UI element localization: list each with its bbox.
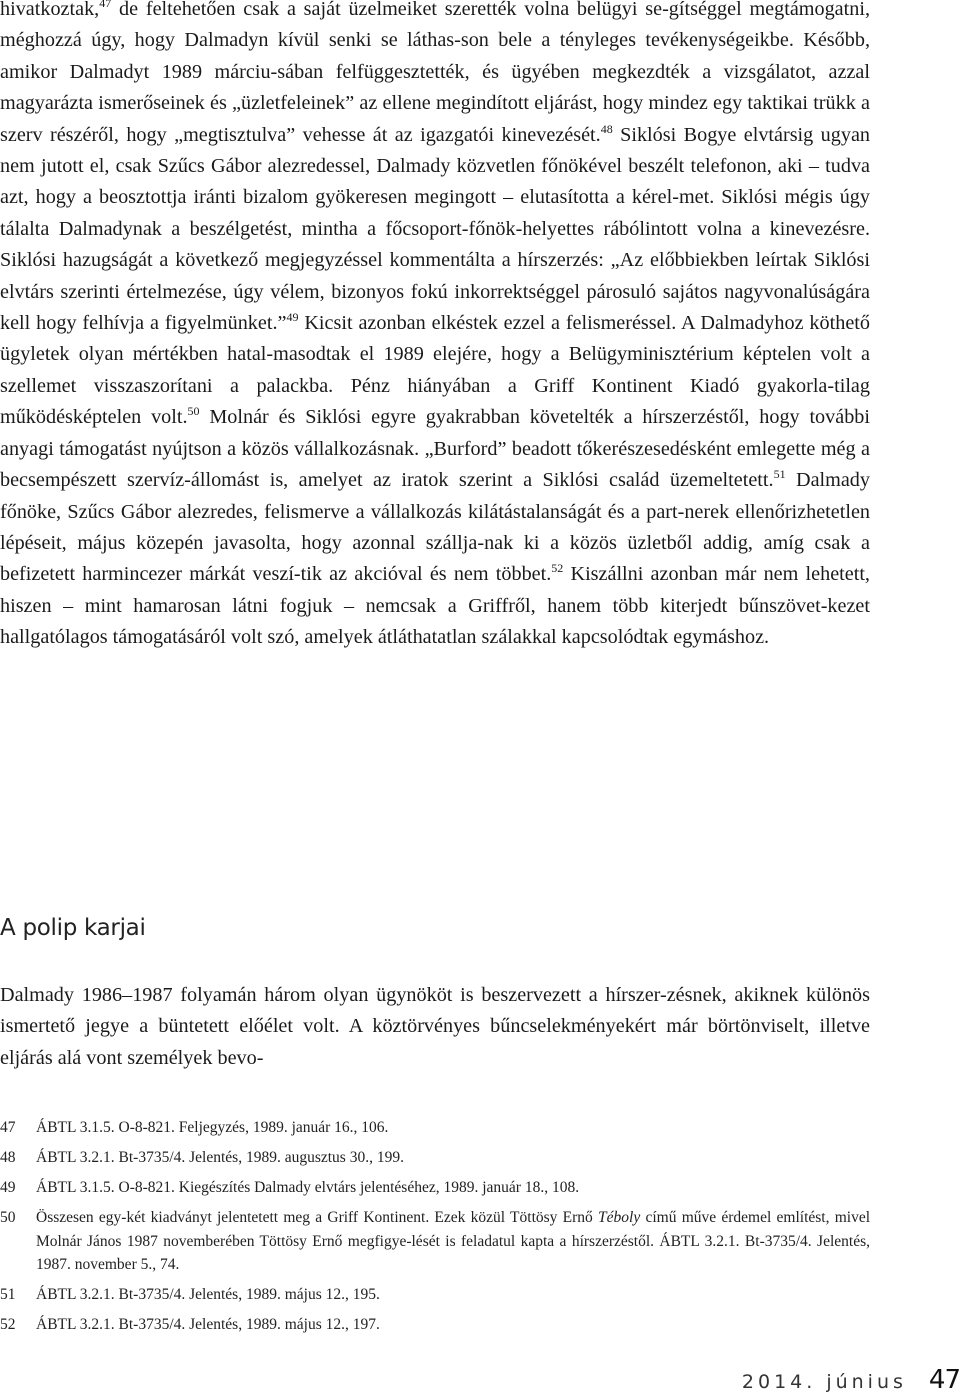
page-footer <box>742 1365 960 1395</box>
footnote-51 <box>0 1283 870 1307</box>
text-span: Molnár és Siklósi egyre gyakrabban követelték a hírszerzéstől, hogy további anyagi támogatást nyújtson a közös vállalkozásnak. „Burford” beadott tőkerészesedésként emlegette még a becsempészett szervíz-állomást is, amelyet az iratok szerint a Siklósi család üzemeltetett. <box>0 406 870 492</box>
footnote-text: ÁBTL 3.1.5. O-8-821. Kiegészítés Dalmady elvtárs jelentéséhez, 1989. január 18., 108. <box>36 1179 580 1196</box>
section-body-text <box>0 980 870 1074</box>
footnote-ref-50[interactable]: 50 <box>187 404 200 419</box>
footnote-49 <box>0 1176 870 1200</box>
footnote-number: 47 <box>0 1119 16 1136</box>
footnote-ref-48[interactable]: 48 <box>600 121 613 136</box>
footnote-52 <box>0 1313 870 1337</box>
footnote-number: 50 <box>0 1209 16 1226</box>
main-body-text <box>0 0 870 654</box>
text-span: Kiszállni azonban már nem lehetett, hiszen – mint hamarosan látni fogjuk – nemcsak a Griffről, hanem több kiterjedt bűnszövet-kezet hallgatólagos támogatásáról volt szó, amelyek átláthatatlan szálakkal kapcsolódtak egymáshoz. <box>0 563 870 649</box>
text-span: Dalmady főnöke, Szűcs Gábor alezredes, felismerve a vállalkozás kilátástalanságát és a part-nerek ellenőrizhetetlen lépéseit, május közepén javasolta, hogy azonnal szállja-nak ki a közös üzletből addig, amíg csak a befizetett harmincezer márkát veszí-tik az akcióval és nem többet. <box>0 469 870 586</box>
footnote-number: 51 <box>0 1286 16 1303</box>
page-number: 47 <box>928 1365 960 1395</box>
section-paragraph: Dalmady 1986–1987 folyamán három olyan ügynököt is beszervezett a hírszer-zésnek, akiknek különös ismertető jegye a büntetett előélet volt. A köztörvényes bűncselekményekért már börtönviselt, illetve eljárás alá vont személyek bevo- <box>0 984 870 1069</box>
footnote-number: 49 <box>0 1179 16 1196</box>
footnote-47 <box>0 1116 870 1140</box>
footnote-48 <box>0 1146 870 1170</box>
text-span: de feltehetően csak a saját üzelmeiket szerették volna belügyi se-gítséggel megtámogatni, méghozzá úgy, hogy Dalmadyn kívül senki se láthas-son bele a tényleges tevékenységeikbe. Később, amikor Dalmadyt 1989 márciu-sában felfüggesztették, és ügyében megkezdték a vizsgálatot, azzal magyarázta ismerőseinek és „üzletfeleinek” az ellene megindított eljárást, hogy mindez egy taktikai trükk a szerv részéről, hogy „megtisztulva” vehesse át az igazgatói kinevezését. <box>0 0 870 146</box>
footnote-ref-49[interactable]: 49 <box>286 310 299 325</box>
footnote-text: ÁBTL 3.2.1. Bt-3735/4. Jelentés, 1989. augusztus 30., 199. <box>36 1149 404 1166</box>
book-title: Téboly <box>598 1209 641 1226</box>
issue-date: 2014. június <box>741 1371 907 1393</box>
footnote-number: 52 <box>0 1316 16 1333</box>
text-span: Kicsit azonban elkéstek ezzel a felismeréssel. A Dalmadyhoz köthető ügyletek olyan mértékben hatal-masodtak el 1989 elejére, hogy a Belügyminisztérium képtelen volt a szellemet visszaszorítani a palackba. Pénz hiányában a Griff Kontinent Kiadó gyakorla-tilag működésképtelen volt. <box>0 312 870 429</box>
section-heading: A polip karjai <box>0 915 146 941</box>
text-span: című műve érdemel említést, mivel Molnár János 1987 novemberében Töttösy Ernő megfigye-lését is feladatul kapta a hírszerzéstől. ÁBTL 3.2.1. Bt-3735/4. Jelentés, 1987. november 5., 74. <box>36 1209 871 1273</box>
footnote-ref-51[interactable]: 51 <box>773 467 786 482</box>
footnote-text: ÁBTL 3.1.5. O-8-821. Feljegyzés, 1989. január 16., 106. <box>36 1119 389 1136</box>
footnote-number: 48 <box>0 1149 16 1166</box>
text-span: Siklósi Bogye elvtársig ugyan nem jutott el, csak Szűcs Gábor alezredessel, Dalmady közvetlen főnökével beszélt telefonon, aki – tudva azt, hogy a beosztottja iránti bizalom gyökeresen megingott – elutasította a kérel-met. Siklósi mégis úgy tálalta Dalmadynak a beszélgetést, mintha a főcsoport-főnök-helyettes rábólintott volna a kinevezésre. Siklósi hazugságát a következő megjegyzéssel kommentálta a hírszerzés: „Az előbbiekben leírtak Siklósi elvtárs szerinti értelmezése, úgy vélem, bizonyos fokú inkorrektséggel párosuló sajátos nagyvonalúságára kell hogy felhívja a figyelmünket.” <box>0 123 871 335</box>
footnote-ref-47[interactable]: 47 <box>99 0 112 10</box>
body-paragraph <box>0 0 870 654</box>
footnotes <box>0 1116 870 1343</box>
text-span: hivatkoztak, <box>0 0 100 20</box>
footnote-50 <box>0 1206 870 1277</box>
footnote-text: ÁBTL 3.2.1. Bt-3735/4. Jelentés, 1989. május 12., 197. <box>36 1316 380 1333</box>
text-span: Összesen egy-két kiadványt jelentetett meg a Griff Kontinent. Ezek közül Töttösy Ernő <box>36 1209 599 1226</box>
footnote-ref-52[interactable]: 52 <box>551 561 564 576</box>
footnote-text: ÁBTL 3.2.1. Bt-3735/4. Jelentés, 1989. május 12., 195. <box>36 1286 380 1303</box>
footnote-text <box>36 1206 870 1277</box>
